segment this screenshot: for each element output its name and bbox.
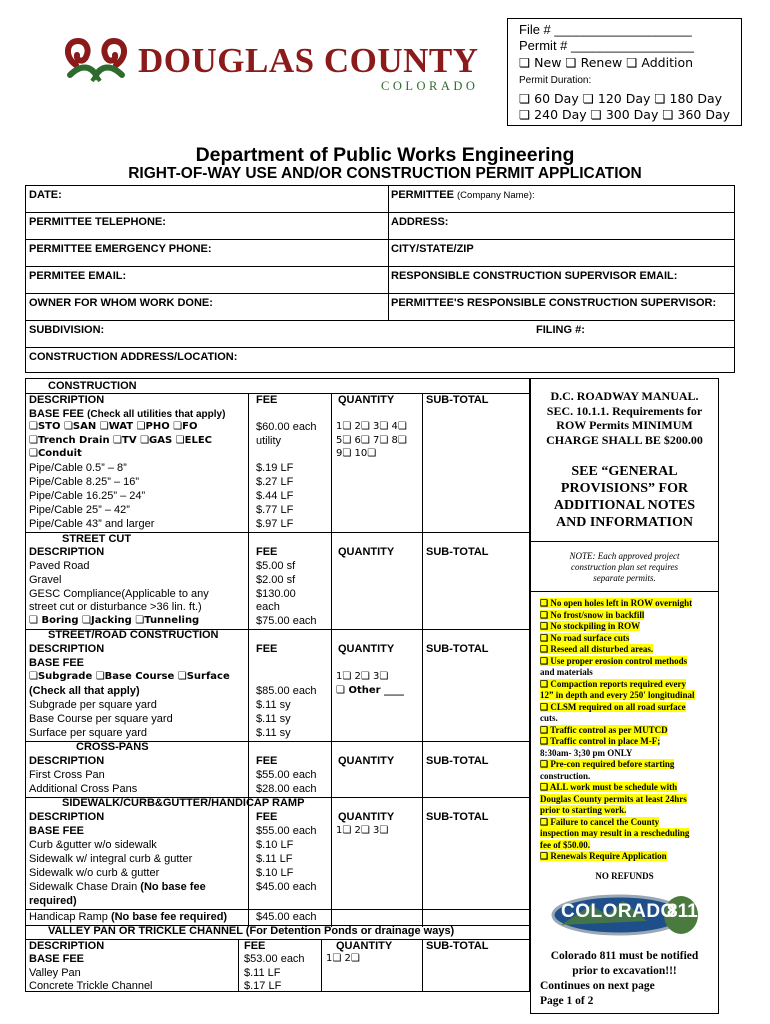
permit-rule-item [540, 633, 629, 644]
city-state-zip-field[interactable]: CITY/STATE/ZIP [391, 243, 474, 255]
permit-rule-item [540, 759, 674, 770]
general-line: AND INFORMATION [555, 515, 693, 530]
owner-field[interactable]: OWNER FOR WHOM WORK DONE: [29, 297, 213, 309]
valley-pan-desc: Concrete Trickle Channel [29, 980, 153, 992]
permit-rule-text: ❏ Failure to cancel the County [540, 816, 660, 827]
construction-address-field[interactable]: CONSTRUCTION ADDRESS/LOCATION: [29, 351, 238, 363]
col-fee: FEE [256, 643, 278, 655]
sidewalk-heading: SIDEWALK/CURB&GUTTER/HANDICAP RAMP [62, 797, 305, 809]
permit-rule-item [540, 644, 653, 655]
email-field[interactable]: PERMITEE EMAIL: [29, 270, 127, 282]
sidewalk-fee: $.11 LF [256, 853, 293, 865]
col-quantity: QUANTITY [338, 394, 395, 406]
sidewalk-fee: $.10 LF [256, 839, 294, 851]
utility-checkboxes-row3[interactable]: ❏Conduit [29, 448, 82, 459]
telephone-field[interactable]: PERMITTEE TELEPHONE: [29, 216, 166, 228]
colorado-811-text: COLORADO [561, 901, 676, 922]
file-number-field[interactable]: File # ___________________ [519, 22, 692, 37]
permit-number-field[interactable]: Permit # _________________ [519, 38, 694, 53]
pipe-item-fee: $.44 LF [256, 490, 294, 502]
permit-rule-item [540, 598, 692, 609]
note-line: NOTE: Each approved project [569, 551, 680, 561]
col-quantity: QUANTITY [338, 811, 395, 823]
permit-rule-text: construction. [540, 770, 591, 781]
pipe-item-fee: $.27 LF [256, 476, 294, 488]
chase-drain-label: Sidewalk Chase Drain [29, 881, 138, 893]
permit-rule-text: ❏ Renewals Require Application [540, 851, 667, 861]
manual-line: D.C. ROADWAY MANUAL. [550, 389, 699, 403]
supervisor-field[interactable]: PERMITTEE'S RESPONSIBLE CONSTRUCTION SUPERVISOR: [391, 297, 717, 309]
street-road-fee: $.11 sy [256, 713, 291, 725]
col-description: DESCRIPTION [29, 940, 105, 952]
manual-line: CHARGE SHALL BE $200.00 [546, 432, 703, 447]
fee-table [25, 378, 530, 992]
sidewalk-fee: $.10 LF [256, 867, 294, 879]
check-all-note: (Check all that apply) [29, 685, 140, 697]
col-fee: FEE [256, 546, 278, 558]
street-road-options[interactable]: ❏Subgrade ❏Base Course ❏Surface [29, 671, 230, 682]
chase-drain-note: (No base fee [140, 881, 206, 893]
approved-plan-note [531, 551, 718, 584]
utility-qty-row2[interactable]: 5❏ 6❏ 7❏ 8❏ [336, 435, 407, 446]
permit-rule-item [540, 667, 593, 678]
sidewalk-desc: Curb &gutter w/o sidewalk [29, 839, 157, 851]
gesc-desc-line1: GESC Compliance(Applicable to any [29, 588, 209, 600]
street-road-desc: Surface per square yard [29, 727, 148, 739]
col-description: DESCRIPTION [29, 755, 105, 767]
permit-rule-item [540, 840, 590, 851]
permit-rule-text: ❏ ALL work must be schedule with [540, 782, 678, 792]
street-road-base-fee: BASE FEE [29, 657, 85, 669]
general-line: PROVISIONS” FOR [560, 481, 689, 496]
permit-rule-item [540, 817, 659, 828]
valley-pan-heading: VALLEY PAN OR TRICKLE CHANNEL (For Detention Ponds or drainage ways) [48, 925, 455, 937]
col-quantity: QUANTITY [338, 643, 395, 655]
permit-rule-text: ❏ Pre-con required before starting [540, 759, 675, 769]
pipe-item-fee: $.97 LF [256, 518, 294, 530]
permit-rule-text: inspection may result in a rescheduling [540, 828, 690, 838]
pipe-item-desc: Pipe/Cable 25” – 42” [29, 504, 130, 516]
roadway-manual-note [531, 389, 718, 447]
gesc-fee-unit: each [256, 601, 280, 613]
boring-fee: $75.00 each [256, 615, 317, 627]
permit-rule-text: ❏ Use proper erosion control methods [540, 655, 688, 666]
douglas-county-logo-icon [62, 35, 130, 87]
sidewalk-desc: Sidewalk w/ integral curb & gutter [29, 853, 193, 865]
permit-rule-text: fee of $50.00. [540, 839, 590, 850]
col-description: DESCRIPTION [29, 546, 105, 558]
permit-rule-text: ❏ Reseed all disturbed areas. [540, 644, 654, 654]
permit-rule-item [540, 725, 668, 736]
permit-rule-item [540, 736, 660, 747]
org-name: DOUGLAS COUNTY [138, 41, 479, 80]
col-subtotal: SUB-TOTAL [426, 811, 489, 823]
colorado-811-notice [531, 949, 718, 979]
chase-drain-fee: $45.00 each [256, 881, 317, 893]
street-cut-fee: $5.00 sf [256, 560, 296, 572]
street-road-qty[interactable]: 1❏ 2❏ 3❏ [336, 671, 389, 682]
col-fee: FEE [244, 940, 266, 952]
cross-pan-fee: $55.00 each [256, 769, 317, 781]
page-footer [540, 979, 655, 1009]
col-subtotal: SUB-TOTAL [426, 940, 489, 952]
permit-rule-item [540, 713, 558, 724]
permit-rule-item [540, 656, 687, 667]
handicap-ramp-label: Handicap Ramp [29, 911, 108, 923]
permit-rule-text: ❏ Traffic control as per MUTCD [540, 724, 668, 735]
page-subtitle: RIGHT-OF-WAY USE AND/OR CONSTRUCTION PERMIT APPLICATION [128, 165, 642, 182]
utility-qty-row1[interactable]: 1❏ 2❏ 3❏ 4❏ [336, 421, 407, 432]
note-line: separate permits. [593, 573, 656, 583]
subdivision-field[interactable]: SUBDIVISION: [29, 324, 105, 336]
col-quantity: QUANTITY [336, 940, 393, 952]
permit-rule-text: Douglas County permits at least 24hrs [540, 793, 687, 804]
permittee-note: (Company Name): [457, 190, 535, 201]
no-refunds-note: NO REFUNDS [595, 871, 654, 881]
supervisor-email-field[interactable]: RESPONSIBLE CONSTRUCTION SUPERVISOR EMAIL: [391, 270, 678, 282]
gesc-fee: $130.00 [256, 588, 296, 600]
valley-pan-base-fee-amount: $53.00 each [244, 953, 305, 965]
col-subtotal: SUB-TOTAL [426, 394, 489, 406]
pipe-item-fee: $.77 LF [256, 504, 294, 516]
sidewalk-desc: Sidewalk w/o curb & gutter [29, 867, 160, 879]
construction-base-fee [29, 408, 225, 421]
col-fee: FEE [256, 755, 278, 767]
col-fee: FEE [256, 394, 278, 406]
permit-duration-label: Permit Duration: [519, 75, 592, 86]
permit-rule-text: 8:30am- 3;30 pm ONLY [540, 747, 633, 758]
street-cut-fee: $2.00 sf [256, 574, 296, 586]
colorado-811-logo [551, 891, 701, 937]
org-state: COLORADO [381, 79, 479, 93]
base-fee-unit: utility [256, 435, 282, 447]
col-fee: FEE [256, 811, 278, 823]
sidewalk-base-fee-amount: $55.00 each [256, 825, 317, 837]
cross-pan-fee: $28.00 each [256, 783, 317, 795]
permit-rule-text: cuts. [540, 713, 558, 723]
permit-rule-item [540, 805, 626, 816]
street-road-other[interactable]: ❏ Other ____ [336, 685, 405, 696]
continues-note: Continues on next page [540, 980, 655, 992]
general-line: ADDITIONAL NOTES [553, 498, 696, 513]
permit-rule-text: ❏ No open holes left in ROW overnight [540, 598, 693, 608]
permit-rule-item [540, 702, 686, 713]
permit-rule-item [540, 610, 644, 621]
pipe-item-fee: $.19 LF [256, 462, 294, 474]
street-road-desc: Base Course per square yard [29, 713, 173, 725]
col-subtotal: SUB-TOTAL [426, 546, 489, 558]
col-description: DESCRIPTION [29, 394, 105, 406]
base-fee-label: BASE FEE [29, 408, 85, 420]
cross-pan-desc: First Cross Pan [29, 769, 105, 781]
permit-rule-text: prior to starting work. [540, 805, 627, 815]
permit-type-options[interactable]: ❏ New ❏ Renew ❏ Addition [519, 55, 694, 70]
permit-rule-item [540, 748, 632, 759]
street-cut-desc: Gravel [29, 574, 62, 586]
street-road-heading: STREET/ROAD CONSTRUCTION [48, 629, 219, 641]
valley-pan-fee: $.11 LF [244, 967, 281, 979]
permit-rule-text: 12” in depth and every 250' longitudinal [540, 690, 695, 700]
construction-heading: CONSTRUCTION [48, 380, 137, 392]
handicap-ramp-note: (No base fee required) [110, 911, 228, 923]
permit-rule-item [540, 771, 590, 782]
duration-options-row2[interactable]: ❏ 240 Day ❏ 300 Day ❏ 360 Day [519, 107, 731, 122]
base-fee-amount: $60.00 each [256, 421, 317, 433]
valley-pan-desc: Valley Pan [29, 967, 81, 979]
boring-checkboxes[interactable]: ❏ Boring ❏Jacking ❏Tunneling [29, 615, 200, 626]
page-number: Page 1 of 2 [540, 995, 594, 1007]
chase-drain-note-cont: required) [29, 895, 77, 907]
valley-pan-fee: $.17 LF [244, 980, 282, 992]
pipe-item-desc: Pipe/Cable 43” and larger [29, 518, 155, 530]
file-permit-box [507, 18, 742, 126]
permit-rule-item [540, 679, 686, 690]
applicant-info-grid [25, 185, 735, 373]
col-subtotal: SUB-TOTAL [426, 755, 489, 767]
permit-rule-item [540, 621, 640, 632]
notify-line: prior to excavation!!! [572, 965, 677, 977]
street-road-desc: Subgrade per square yard [29, 699, 157, 711]
permit-rule-text: ❏ No road surface cuts [540, 632, 630, 643]
colorado-811-number: 811 [667, 901, 698, 922]
pipe-item-desc: Pipe/Cable 8.25” – 16” [29, 476, 140, 488]
general-line: SEE “GENERAL [571, 464, 678, 479]
street-road-fee: $.11 sy [256, 727, 291, 739]
permit-rule-item [540, 828, 689, 839]
page-title: Department of Public Works Engineering [195, 144, 575, 166]
col-quantity: QUANTITY [338, 755, 395, 767]
filing-field[interactable]: FILING #: [536, 324, 585, 336]
street-road-fee: $.11 sy [256, 699, 291, 711]
col-subtotal: SUB-TOTAL [426, 643, 489, 655]
sidewalk-base-fee: BASE FEE [29, 825, 85, 837]
handicap-ramp-fee: $45.00 each [256, 911, 317, 923]
utility-checkboxes-row2[interactable]: ❏Trench Drain ❏TV ❏GAS ❏ELEC [29, 435, 212, 446]
permit-rule-text: ❏ Traffic control in place M-F; [540, 736, 661, 746]
date-field[interactable]: DATE: [29, 189, 62, 201]
col-description: DESCRIPTION [29, 643, 105, 655]
permit-rule-item [540, 851, 667, 862]
permittee-field[interactable] [391, 189, 535, 201]
manual-line: ROW Permits MINIMUM [556, 418, 693, 432]
side-notes-panel [530, 378, 719, 1014]
permit-rule-text: ❏ CLSM required on all road surface [540, 701, 686, 712]
permit-rule-item [540, 794, 687, 805]
duration-options-row1[interactable]: ❏ 60 Day ❏ 120 Day ❏ 180 Day [519, 91, 723, 106]
street-cut-desc: Paved Road [29, 560, 90, 572]
gesc-desc-line2: street cut or disturbance >36 lin. ft.) [29, 601, 202, 613]
valley-pan-base-fee: BASE FEE [29, 953, 85, 965]
emergency-phone-field[interactable]: PERMITTEE EMERGENCY PHONE: [29, 243, 212, 255]
valley-pan-qty[interactable]: 1❏ 2❏ [326, 953, 360, 964]
permit-rule-text: ❏ No stockpiling in ROW [540, 621, 641, 631]
chase-drain-desc [29, 881, 206, 893]
col-description: DESCRIPTION [29, 811, 105, 823]
permit-rule-text: and materials [540, 667, 593, 677]
street-cut-heading: STREET CUT [62, 533, 132, 545]
pipe-item-desc: Pipe/Cable 16.25” – 24” [29, 490, 146, 502]
utility-checkboxes-row1[interactable]: ❏STO ❏SAN ❏WAT ❏PHO ❏FO [29, 421, 198, 432]
permittee-label: PERMITTEE [391, 189, 454, 201]
pipe-item-desc: Pipe/Cable 0.5” – 8” [29, 462, 127, 474]
address-field[interactable]: ADDRESS: [391, 216, 449, 228]
notify-line: Colorado 811 must be notified [550, 950, 699, 962]
permit-rule-item [540, 782, 677, 793]
street-road-base-fee-amount: $85.00 each [256, 685, 317, 697]
col-quantity: QUANTITY [338, 546, 395, 558]
manual-line: SEC. 10.1.1. Requirements for [546, 403, 703, 418]
general-provisions-note [531, 463, 718, 531]
utility-qty-row3[interactable]: 9❏ 10❏ [336, 448, 377, 459]
note-line: construction plan set requires [570, 562, 679, 572]
permit-rule-text: ❏ Compaction reports required every [540, 678, 687, 689]
permit-rule-text: ❏ No frost/snow in backfill [540, 609, 645, 620]
sidewalk-qty[interactable]: 1❏ 2❏ 3❏ [336, 825, 389, 836]
cross-pan-desc: Additional Cross Pans [29, 783, 138, 795]
permit-rule-item [540, 690, 695, 701]
cross-pans-heading: CROSS-PANS [76, 741, 149, 753]
handicap-ramp-desc [29, 911, 227, 923]
base-fee-note: (Check all utilities that apply) [87, 409, 226, 420]
